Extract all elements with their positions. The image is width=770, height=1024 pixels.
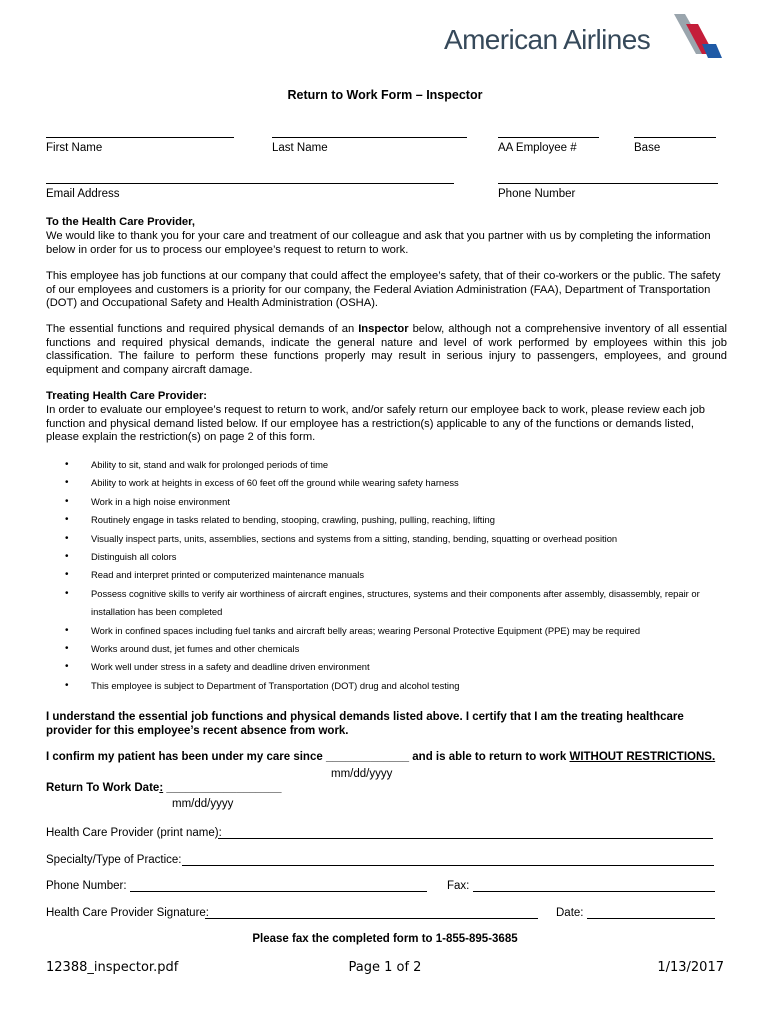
treating-text: In order to evaluate our employee’s request to return to work, and/or safely return our employee back to work, please review each job function and physical demand listed below. If our employee has a restriction(s) applicable to any of the functions or demands listed, please explain the restriction(s) on page 2 of this form. [46, 404, 705, 444]
care-since-date-hint: mm/dd/yyyy [331, 768, 393, 780]
job-requirements-list [46, 456, 726, 695]
flight-symbol-icon [672, 14, 732, 62]
confirm-statement [46, 751, 715, 763]
rtw-date-hint: mm/dd/yyyy [172, 798, 234, 810]
certification-statement: I understand the essential job functions and physical demands listed above. I certify that I am the treating healthcare provider for this employee’s recent absence from work. [46, 711, 684, 737]
form-title: Return to Work Form – Inspector [287, 88, 483, 102]
list-item: • Possess cognitive skills to verify air worthiness of aircraft engines, structures, systems and their components after assembly, disassembly, repair or installation has been completed [46, 585, 726, 622]
base-line[interactable] [634, 137, 716, 138]
list-item: • Work in a high noise environment [46, 493, 726, 511]
list-item: • Work well under stress in a safety and deadline driven environment [46, 658, 726, 676]
signature-line[interactable] [205, 918, 538, 919]
without-restrictions-text: WITHOUT RESTRICTIONS. [569, 751, 716, 763]
list-item: • Ability to sit, stand and walk for prolonged periods of time [46, 456, 726, 474]
fax-line[interactable] [473, 891, 715, 892]
rtw-colon: : [159, 782, 164, 794]
base-label: Base [634, 142, 661, 154]
list-item: • Distinguish all colors [46, 548, 726, 566]
intro-paragraph-1: We would like to thank you for your care and treatment of our colleague and ask that you partner with us by completing the information below in order for us to process our employee’s request to return to work. [46, 230, 711, 256]
provider-name-line[interactable] [218, 838, 713, 839]
list-item: • Read and interpret printed or computerized maintenance manuals [46, 566, 726, 584]
email-label: Email Address [46, 188, 120, 200]
job-title-bold: Inspector [358, 323, 409, 335]
provider-phone-label: Phone Number: [46, 880, 127, 892]
specialty-line[interactable] [182, 865, 714, 866]
confirm-text-start: I confirm my patient has been under my care since [46, 751, 326, 763]
p3-text-start: The essential functions and required physical demands of an [46, 323, 359, 335]
fax-label: Fax: [447, 880, 470, 892]
provider-name-label: Health Care Provider (print name): [46, 827, 222, 839]
list-item: • This employee is subject to Department of Transportation (DOT) drug and alcohol testing [46, 677, 726, 695]
footer-page-number: Page 1 of 2 [348, 960, 422, 975]
provider-phone-line[interactable] [130, 891, 427, 892]
list-item: • Work in confined spaces including fuel tanks and aircraft belly areas; wearing Personal Protective Equipment (PPE) may be required [46, 622, 726, 640]
treating-heading: Treating Health Care Provider: [46, 390, 208, 402]
employee-number-line[interactable] [498, 137, 599, 138]
first-name-label: First Name [46, 142, 103, 154]
rtw-label: Return To Work Date [46, 782, 160, 794]
list-item: • Works around dust, jet fumes and other chemicals [46, 640, 726, 658]
signature-label: Health Care Provider Signature: [46, 907, 209, 919]
p3-text-end: below, although not a comprehensive inventory of all essential functions and required physical demands, indicate the general nature and level of work performed by employees within this job classification. The failure to perform these functions properly may result in serious injury to passengers, employees, and ground equipment and company aircraft damage. [46, 323, 727, 376]
brand-name: American Airlines [444, 24, 651, 55]
fax-instructions: Please fax the completed form to 1-855-895-3685 [252, 933, 518, 945]
last-name-line[interactable] [272, 137, 467, 138]
rtw-date-blank[interactable]: __________________ [163, 782, 282, 794]
date-label: Date: [556, 907, 584, 919]
specialty-label: Specialty/Type of Practice: [46, 854, 182, 866]
last-name-label: Last Name [272, 142, 328, 154]
phone-line[interactable] [498, 183, 718, 184]
phone-label: Phone Number [498, 188, 576, 200]
footer-filename: 12388_inspector.pdf [46, 960, 179, 975]
email-line[interactable] [46, 183, 454, 184]
list-item: • Ability to work at heights in excess of 60 feet off the ground while wearing safety harness [46, 474, 726, 492]
list-item: • Routinely engage in tasks related to bending, stooping, crawling, pushing, pulling, reaching, lifting [46, 511, 726, 529]
care-since-date-blank[interactable]: _____________ [325, 751, 410, 763]
date-line[interactable] [587, 918, 715, 919]
confirm-text-middle: and is able to return to work [409, 751, 570, 763]
return-to-work-date [46, 782, 281, 794]
list-item: • Visually inspect parts, units, assemblies, sections and systems from a sitting, standing, bending, squatting or overhead position [46, 530, 726, 548]
first-name-line[interactable] [46, 137, 234, 138]
intro-heading: To the Health Care Provider, [46, 216, 195, 228]
intro-paragraph-2: This employee has job functions at our company that could affect the employee’s safety, that of their co-workers or the public. The safety of our employees and customers is a priority for our company, the Federal Aviation Administration (FAA), Department of Transportation (DOT) and Occupational Safety and Health Administration (OSHA). [46, 270, 721, 310]
employee-number-label: AA Employee # [498, 142, 577, 154]
footer-date: 1/13/2017 [657, 960, 724, 975]
american-airlines-logo [444, 14, 734, 64]
intro-paragraph-3 [46, 323, 727, 377]
